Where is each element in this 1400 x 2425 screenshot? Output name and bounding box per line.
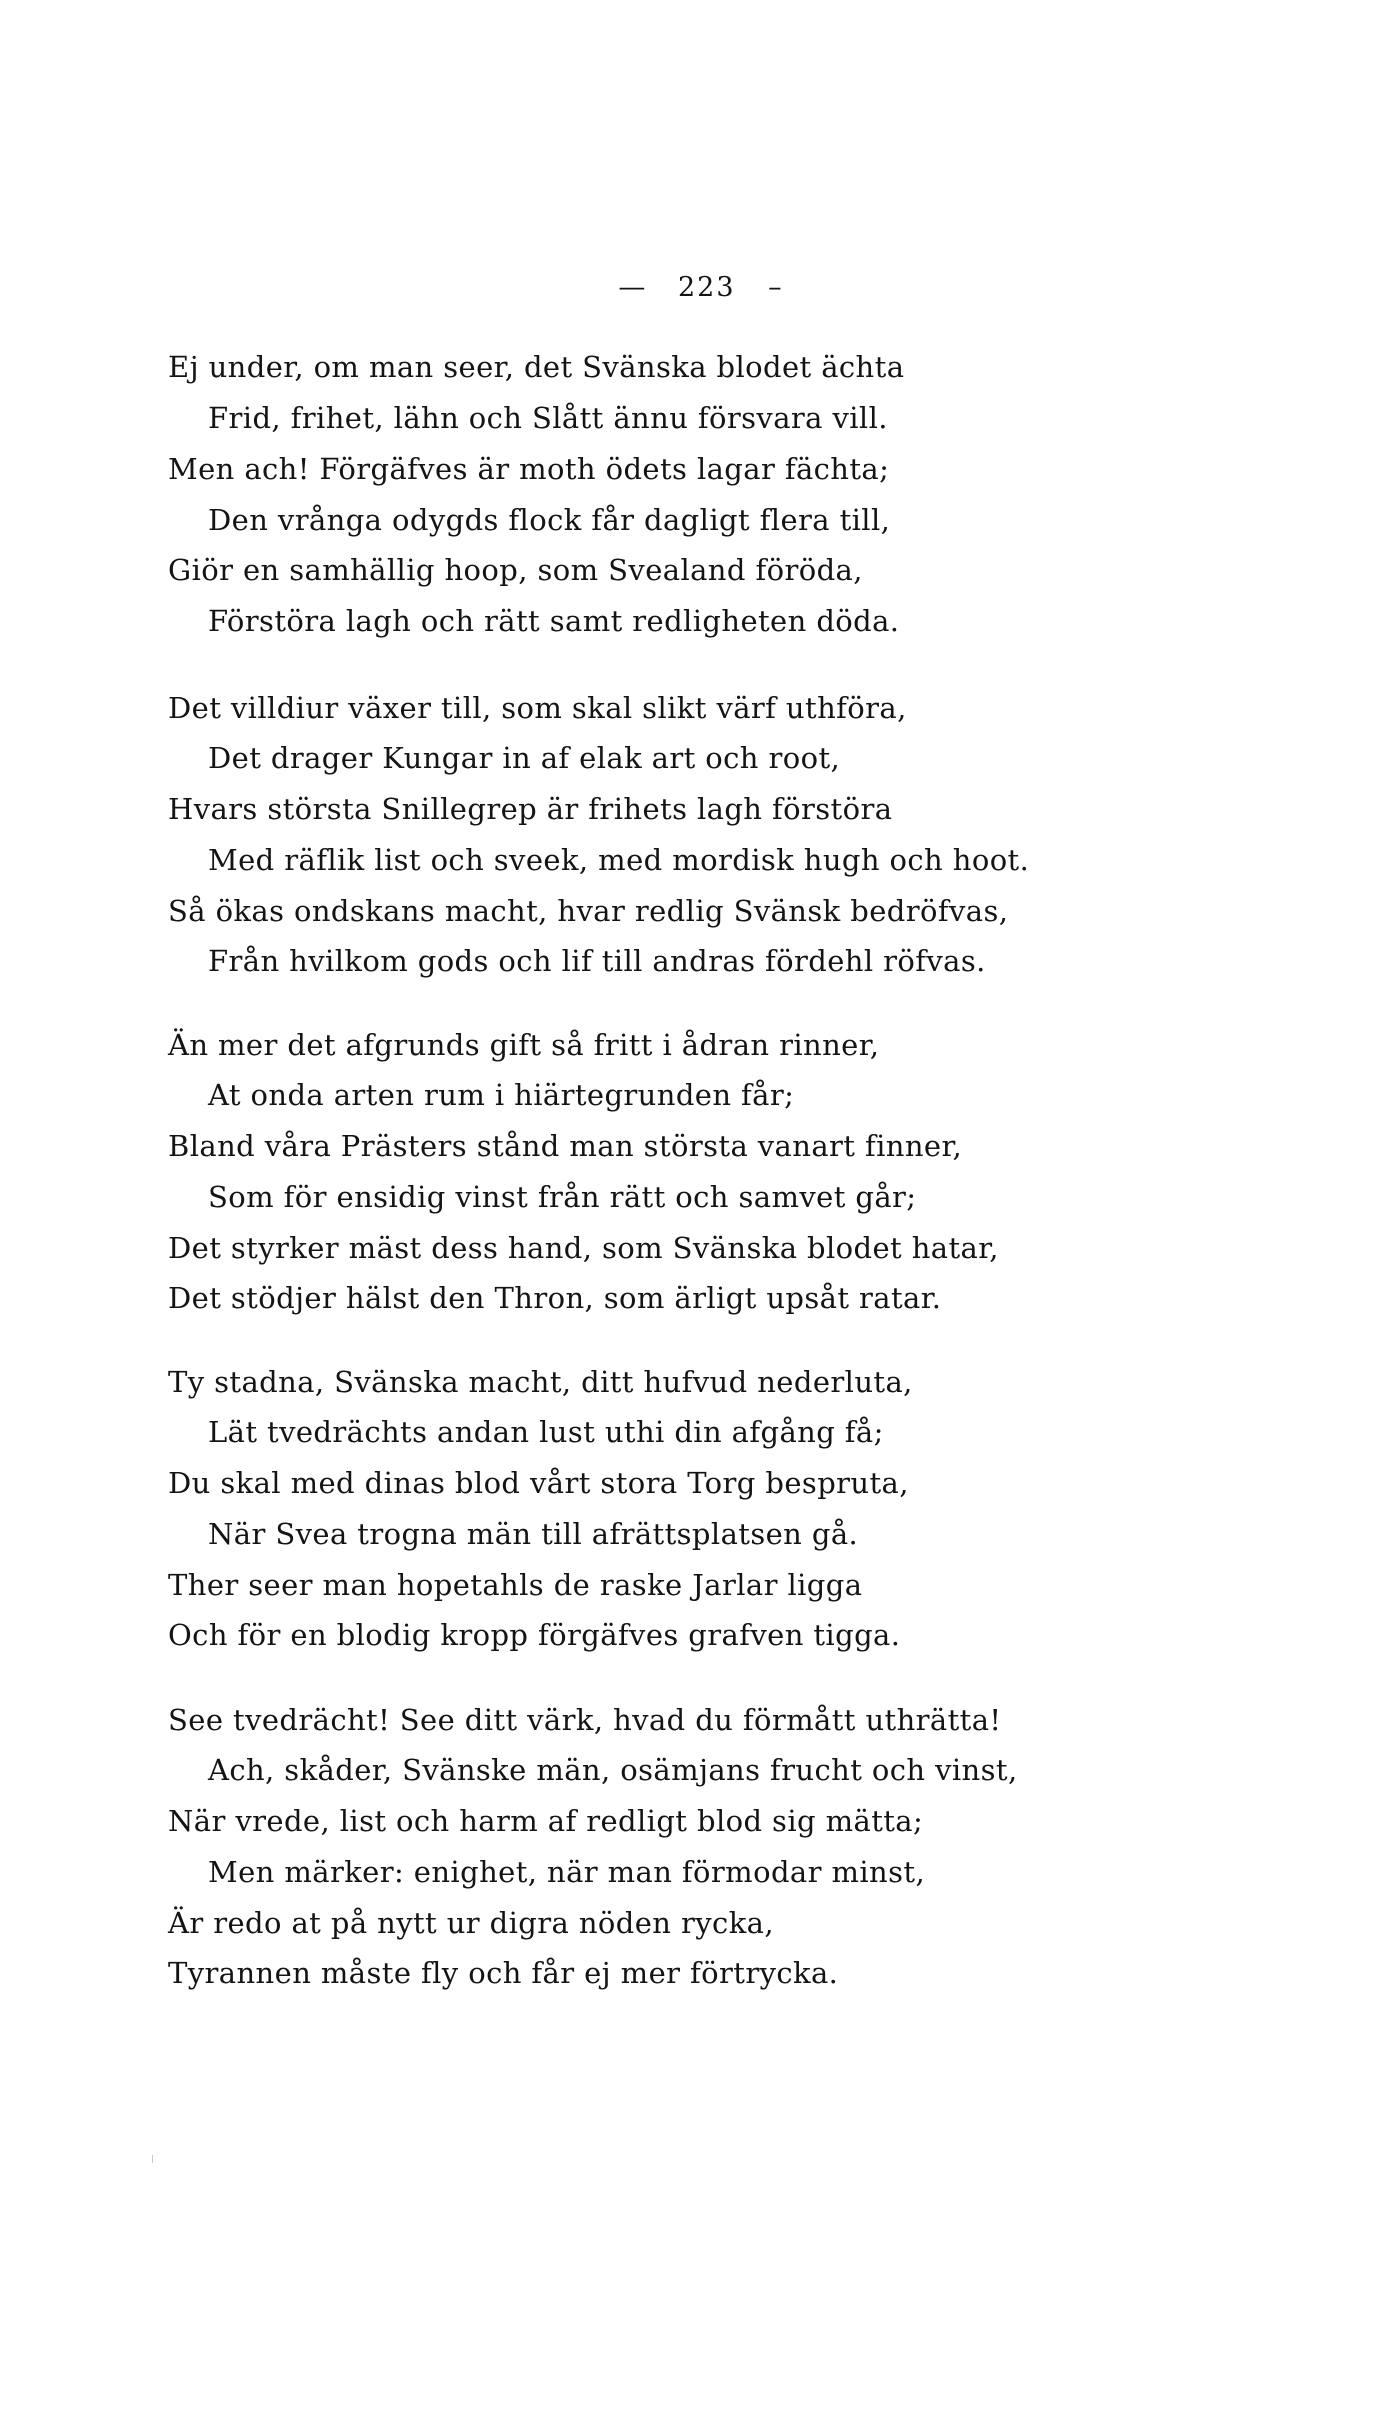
verse-line: När vrede, list och harm af redligt blod sig mätta; — [168, 1804, 924, 1838]
verse-line: Än mer det afgrunds gift så fritt i ådran rinner, — [168, 1028, 880, 1062]
verse-line: Det styrker mäst dess hand, som Svänska blodet hatar, — [168, 1231, 999, 1265]
verse-line: Från hvilkom gods och lif till andras fördehl röfvas. — [208, 944, 986, 978]
verse-line: Men ach! Förgäfves är moth ödets lagar fächta; — [168, 452, 890, 486]
verse-line: Ther seer man hopetahls de raske Jarlar ligga — [168, 1568, 863, 1602]
verse-line: När Svea trogna män till afrättsplatsen gå. — [208, 1517, 859, 1551]
verse-line: Giör en samhällig hoop, som Svealand föröda, — [168, 553, 863, 587]
scan-mark — [152, 2155, 153, 2163]
verse-line: Frid, frihet, lähn och Slått ännu försvara vill. — [208, 401, 888, 435]
page-number: 223 — [677, 272, 736, 303]
verse-line: Ty stadna, Svänska macht, ditt hufvud nederluta, — [168, 1365, 913, 1399]
verse-line: Med räflik list och sveek, med mordisk hugh och hoot. — [208, 843, 1030, 877]
verse-line: Tyrannen måste fly och får ej mer förtrycka. — [168, 1956, 839, 1990]
page-header — [0, 268, 1400, 308]
verse-line: Är redo at på nytt ur digra nöden rycka, — [168, 1906, 774, 1940]
verse-line: Förstöra lagh och rätt samt redligheten döda. — [208, 604, 900, 638]
header-dash-right: – — [768, 272, 782, 303]
verse-line: Så ökas ondskans macht, hvar redlig Svänsk bedröfvas, — [168, 894, 1009, 928]
header-dash-left: — — [618, 272, 646, 303]
verse-line: Du skal med dinas blod vårt stora Torg bespruta, — [168, 1466, 909, 1500]
verse-line: Som för ensidig vinst från rätt och samvet går; — [208, 1180, 917, 1214]
verse-line: See tvedrächt! See ditt värk, hvad du förmått uthrätta! — [168, 1703, 1002, 1737]
verse-line: Det drager Kungar in af elak art och root, — [208, 741, 841, 775]
verse-line: Hvars största Snillegrep är frihets lagh förstöra — [168, 792, 893, 826]
verse-line: Ach, skåder, Svänske män, osämjans frucht och vinst, — [208, 1753, 1018, 1787]
verse-line: At onda arten rum i hiärtegrunden får; — [208, 1078, 795, 1112]
verse-line: Det villdiur växer till, som skal slikt värf uthföra, — [168, 691, 907, 725]
verse-line: Men märker: enighet, när man förmodar minst, — [208, 1855, 926, 1889]
verse-line: Och för en blodig kropp förgäfves grafven tigga. — [168, 1618, 901, 1652]
verse-line: Bland våra Prästers stånd man största vanart finner, — [168, 1129, 963, 1163]
verse-line: Lät tvedrächts andan lust uthi din afgång få; — [208, 1415, 884, 1449]
verse-line: Det stödjer hälst den Thron, som ärligt upsåt ratar. — [168, 1281, 942, 1315]
verse-line: Ej under, om man seer, det Svänska blodet ächta — [168, 350, 905, 384]
verse-line: Den vrånga odygds flock får dagligt flera till, — [208, 503, 891, 537]
